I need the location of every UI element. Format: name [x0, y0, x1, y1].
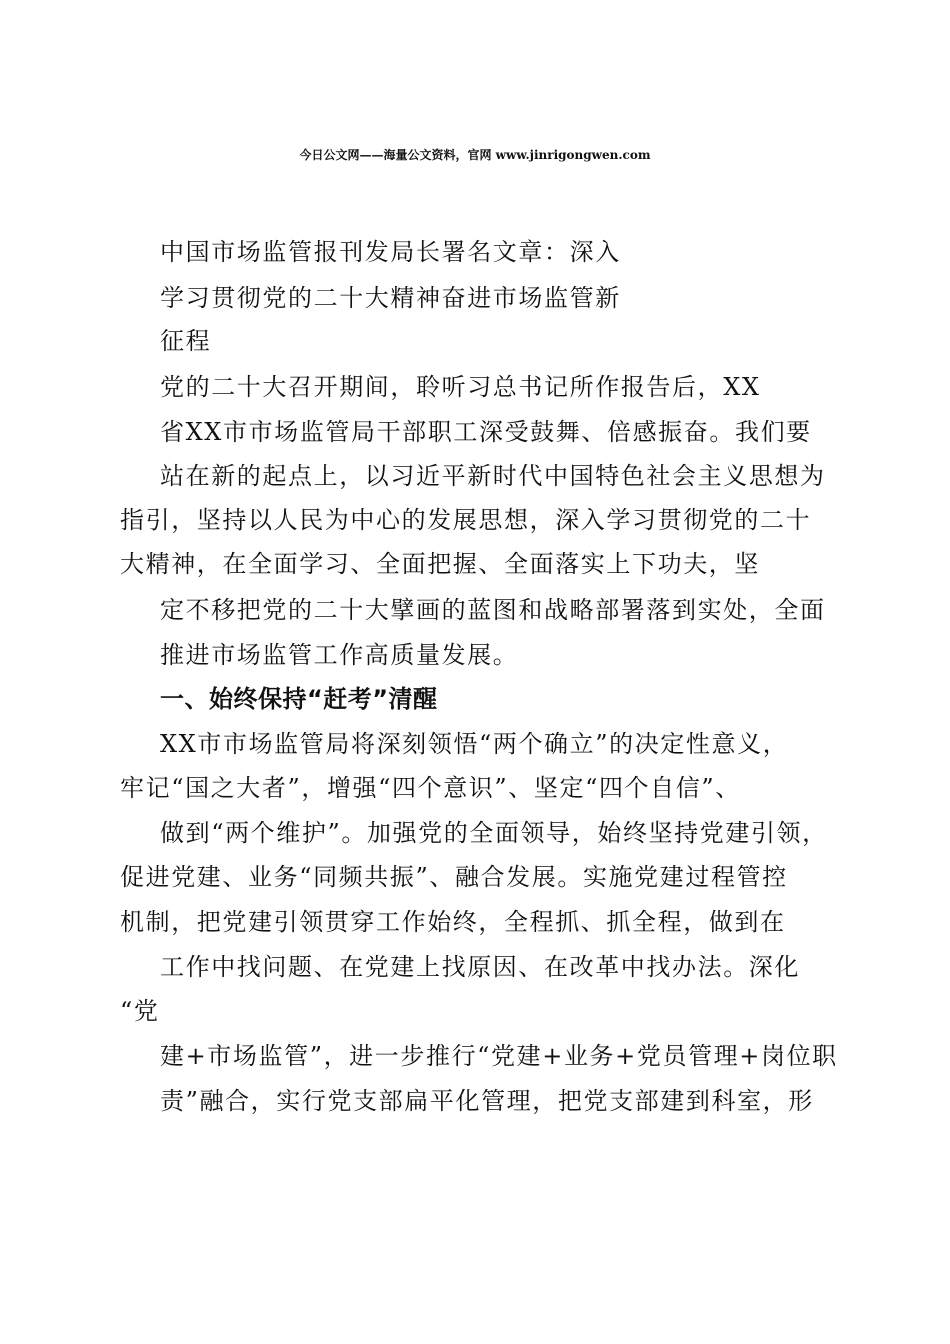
body-line: 省XX市市场监管局干部职工深受鼓舞、倍感振奋。我们要	[160, 418, 812, 446]
title-line: 征程	[160, 327, 212, 355]
body-line: 站在新的起点上，以习近平新时代中国特色社会主义思想为	[160, 462, 826, 490]
section-heading: 一、始终保持“赶考”清醒	[160, 685, 438, 713]
body-line: 牢记“国之大者”，增强“四个意识”、坚定“四个自信”、	[120, 774, 741, 802]
body-line: 机制，把党建引领贯穿工作始终，全程抓、抓全程，做到在	[120, 908, 786, 936]
body-line: 工作中找问题、在党建上找原因、在改革中找办法。深化	[160, 953, 800, 981]
title-line: 中国市场监管报刊发局长署名文章：深入	[160, 238, 621, 266]
site-header: 今日公文网——海量公文资料，官网 www.jinrigongwen.com	[299, 148, 651, 162]
body-line: 推进市场监管工作高质量发展。	[160, 641, 519, 669]
body-line: 促进党建、业务“同频共振”、融合发展。实施党建过程管控	[120, 863, 788, 891]
body-line: 建+市场监管”，进一步推行“党建+业务+党员管理+岗位职	[160, 1042, 838, 1070]
body-line: 定不移把党的二十大擘画的蓝图和战略部署落到实处，全面	[160, 596, 826, 624]
body-line: 做到“两个维护”。加强党的全面领导，始终坚持党建引领，	[160, 819, 828, 847]
body-line: 责”融合，实行党支部扁平化管理，把党支部建到科室，形	[160, 1087, 814, 1115]
title-line: 学习贯彻党的二十大精神奋进市场监管新	[160, 284, 621, 312]
body-line: XX市市场监管局将深刻领悟“两个确立”的决定性意义，	[160, 730, 789, 758]
body-line: 指引，坚持以人民为中心的发展思想，深入学习贯彻党的二十	[120, 506, 812, 534]
body-line: “党	[120, 997, 160, 1025]
body-line: 党的二十大召开期间，聆听习总书记所作报告后，XX	[160, 373, 761, 401]
body-line: 大精神，在全面学习、全面把握、全面落实上下功夫，坚	[120, 550, 760, 578]
